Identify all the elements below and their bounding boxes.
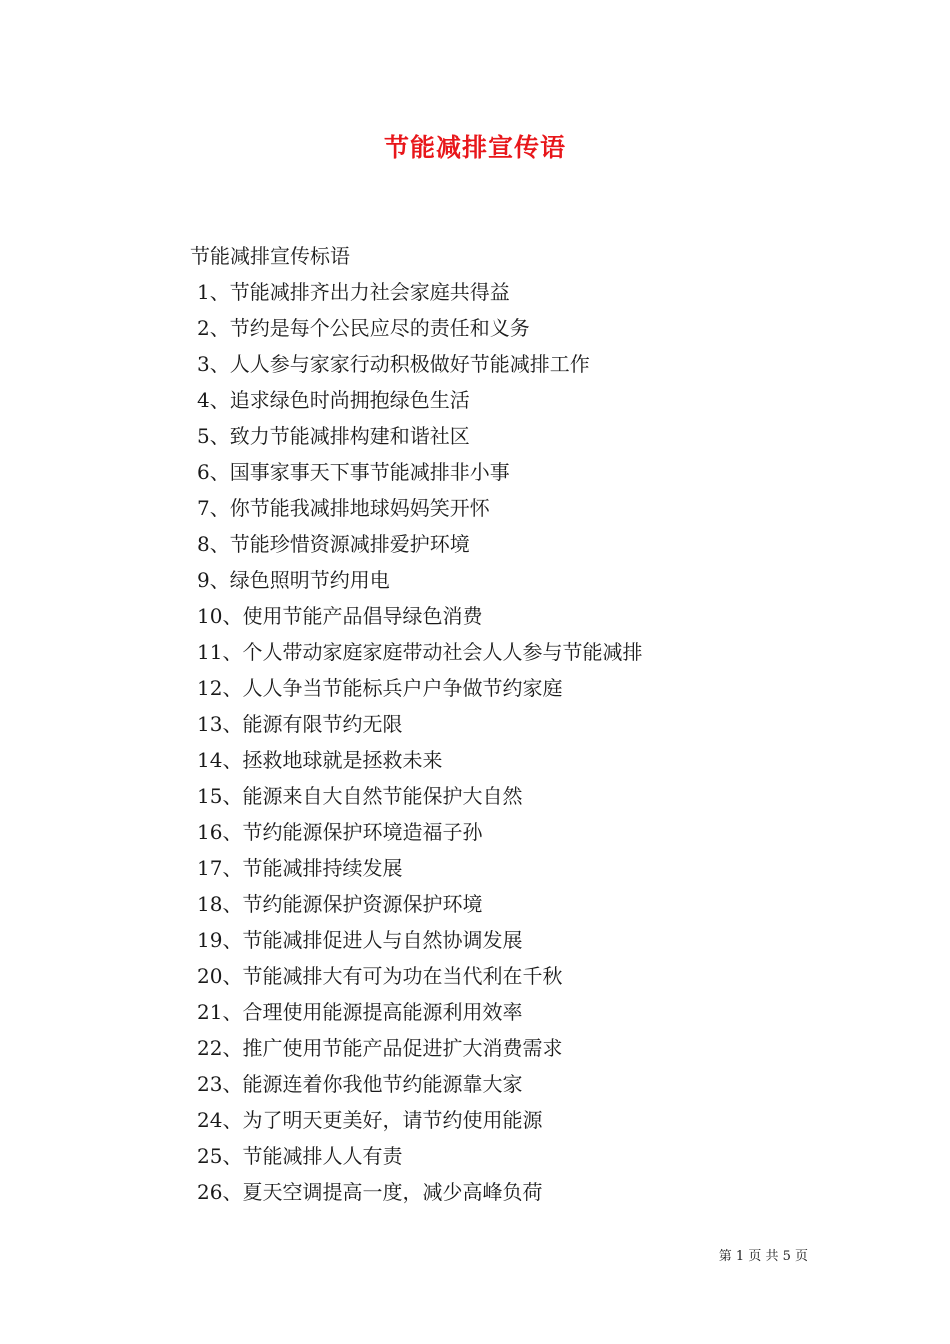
list-item: 3、人人参与家家行动积极做好节能减排工作	[197, 352, 590, 376]
list-item: 18、节约能源保护资源保护环境	[197, 892, 483, 916]
list-item: 15、能源来自大自然节能保护大自然	[197, 784, 523, 808]
page-number-footer: 第 1 页 共 5 页	[718, 1249, 808, 1264]
list-item: 12、人人争当节能标兵户户争做节约家庭	[197, 676, 563, 700]
list-item: 20、节能减排大有可为功在当代利在千秋	[197, 964, 563, 988]
section-heading: 节能减排宣传标语	[190, 244, 350, 268]
list-item: 9、绿色照明节约用电	[197, 568, 390, 592]
list-item: 21、合理使用能源提高能源利用效率	[197, 1000, 523, 1024]
slogan-list	[197, 274, 642, 1210]
list-item: 5、致力节能减排构建和谐社区	[197, 424, 470, 448]
list-item: 4、追求绿色时尚拥抱绿色生活	[197, 388, 470, 412]
list-item: 23、能源连着你我他节约能源靠大家	[197, 1072, 523, 1096]
list-item: 11、个人带动家庭家庭带动社会人人参与节能减排	[197, 640, 643, 664]
list-item: 16、节约能源保护环境造福子孙	[197, 820, 483, 844]
list-item: 6、国事家事天下事节能减排非小事	[197, 460, 510, 484]
list-item: 24、为了明天更美好，请节约使用能源	[197, 1108, 543, 1132]
page-title: 节能减排宣传语	[383, 133, 566, 162]
list-item: 1、节能减排齐出力社会家庭共得益	[197, 280, 510, 304]
list-item: 17、节能减排持续发展	[197, 856, 403, 880]
list-item: 7、你节能我减排地球妈妈笑开怀	[197, 496, 490, 520]
list-item: 14、拯救地球就是拯救未来	[197, 748, 443, 772]
list-item: 19、节能减排促进人与自然协调发展	[197, 928, 523, 952]
list-item: 8、节能珍惜资源减排爱护环境	[197, 532, 470, 556]
list-item: 10、使用节能产品倡导绿色消费	[197, 604, 483, 628]
list-item: 25、节能减排人人有责	[197, 1144, 403, 1168]
list-item: 13、能源有限节约无限	[197, 712, 403, 736]
list-item: 2、节约是每个公民应尽的责任和义务	[197, 316, 530, 340]
list-item: 22、推广使用节能产品促进扩大消费需求	[197, 1036, 563, 1060]
list-item: 26、夏天空调提高一度，减少高峰负荷	[197, 1180, 543, 1204]
